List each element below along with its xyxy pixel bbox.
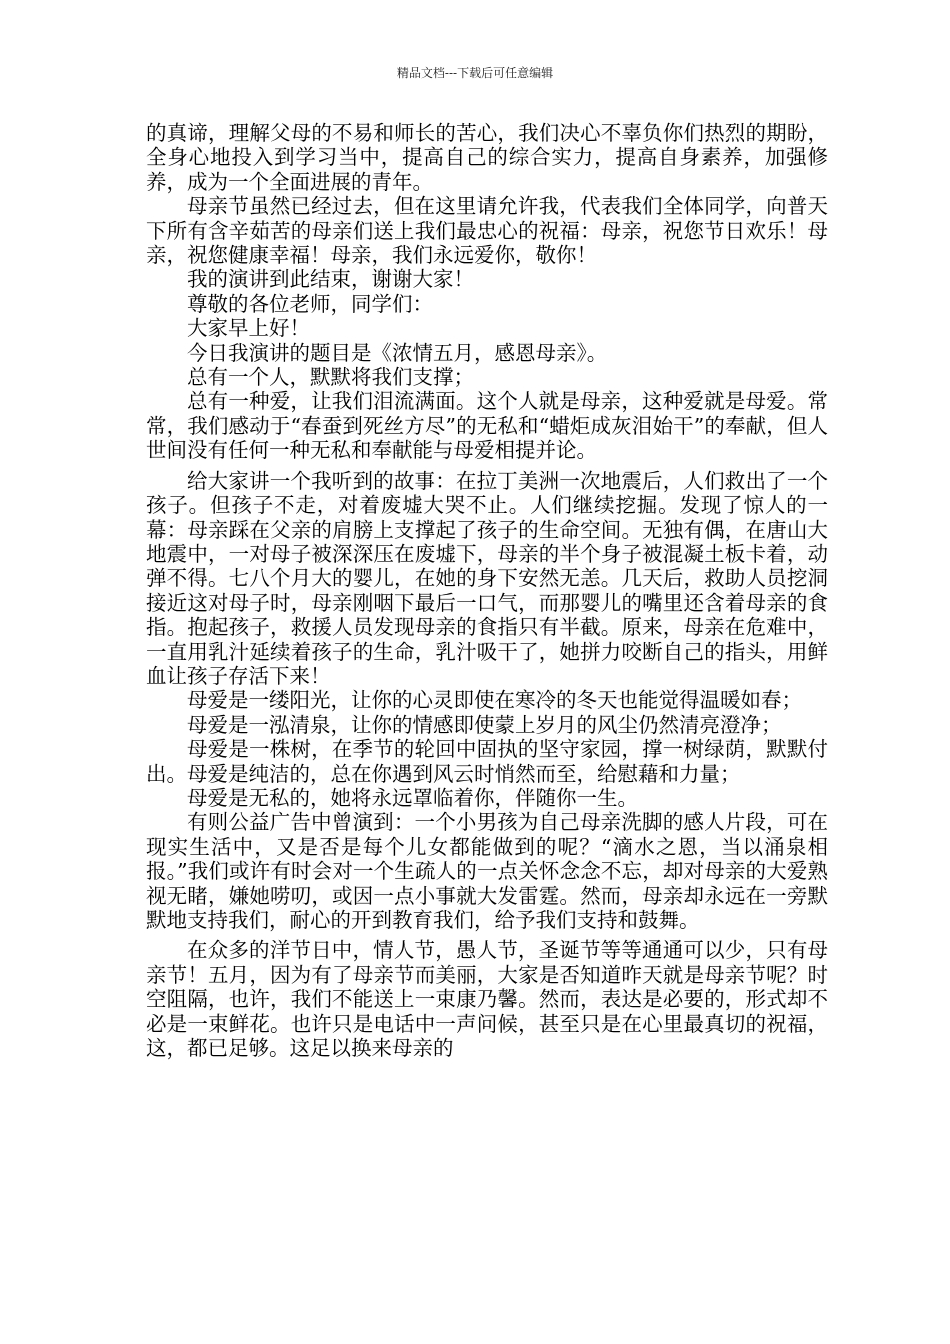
paragraph: 母亲节虽然已经过去，但在这里请允许我，代表我们全体同学，向普天下所有含辛茹苦的母亲们送上我们最忠心的祝福：母亲，祝您节日欢乐！母亲，祝您健康幸福！母亲，我们永远爱你，敬你！	[146, 194, 828, 268]
paragraph: 在众多的洋节日中，情人节，愚人节，圣诞节等等通通可以少，只有母亲节！五月，因为有了母亲节而美丽，大家是否知道昨天就是母亲节呢？时空阻隔，也许，我们不能送上一束康乃馨。然而，表达是必要的，形式却不必是一束鲜花。也许只是电话中一声问候，甚至只是在心里最真切的祝福，这，都已足够。这足以换来母亲的	[146, 938, 828, 1061]
paragraph: 母爱是一株树，在季节的轮回中固执的坚守家园，撑一树绿荫，默默付出。母爱是纯洁的，总在你遇到风云时悄然而至，给慰藉和力量；	[146, 737, 828, 786]
paragraph: 今日我演讲的题目是《浓情五月，感恩母亲》。	[187, 340, 608, 365]
paragraph: 母爱是无私的，她将永远罩临着你，伴随你一生。	[187, 785, 638, 810]
document-body	[146, 121, 828, 1060]
paragraph: 给大家讲一个我听到的故事：在拉丁美洲一次地震后，人们救出了一个孩子。但孩子不走，对着废墟大哭不止。人们继续挖掘。发现了惊人的一幕：母亲踩在父亲的肩膀上支撑起了孩子的生命空间。无独有偶，在唐山大地震中，一对母子被深深压在废墟下，母亲的半个身子被混凝土板卡着，动弹不得。七八个月大的婴儿，在她的身下安然无恙。几天后，救助人员挖洞接近这对母子时，母亲刚咽下最后一口气，而那婴儿的嘴里还含着母亲的食指。抱起孩子，救援人员发现母亲的食指只有半截。原来，母亲在危难中，一直用乳汁延续着孩子的生命，乳汁吸干了，她拼力咬断自己的指头，用鲜血让孩子存活下来！	[146, 468, 828, 688]
paragraph: 大家早上好！	[187, 316, 310, 341]
paragraph: 我的演讲到此结束，谢谢大家！	[187, 267, 474, 292]
paragraph: 尊敬的各位老师，同学们：	[187, 291, 433, 316]
paragraph: 母爱是一缕阳光，让你的心灵即使在寒冷的冬天也能觉得温暖如春；	[187, 688, 802, 713]
paragraph: 总有一种爱，让我们泪流满面。这个人就是母亲，这种爱就是母爱。常常，我们感动于“春蚕到死丝方尽”的无私和“蜡炬成灰泪始干”的奉献，但人世间没有任何一种无私和奉献能与母爱相提并论。	[146, 389, 828, 463]
paragraph: 母爱是一泓清泉，让你的情感即使蒙上岁月的风尘仍然清亮澄净；	[187, 712, 782, 737]
paragraph: 的真谛，理解父母的不易和师长的苦心，我们决心不辜负你们热烈的期盼，全身心地投入到学习当中，提高自己的综合实力，提高自身素养，加强修养，成为一个全面进展的青年。	[146, 121, 828, 194]
paragraph: 总有一个人，默默将我们支撑；	[187, 365, 474, 390]
page-header: 精品文档---下载后可任意编辑	[396, 66, 554, 80]
paragraph: 有则公益广告中曾演到：一个小男孩为自己母亲洗脚的感人片段，可在现实生活中，又是否是每个儿女都能做到的呢？“滴水之恩，当以涌泉相报。”我们或许有时会对一个生疏人的一点关怀念念不忘，却对母亲的大爱熟视无睹，嫌她唠叨，或因一点小事就大发雷霆。然而，母亲却永远在一旁默默地支持我们，耐心的开到教育我们，给予我们支持和鼓舞。	[146, 810, 828, 932]
